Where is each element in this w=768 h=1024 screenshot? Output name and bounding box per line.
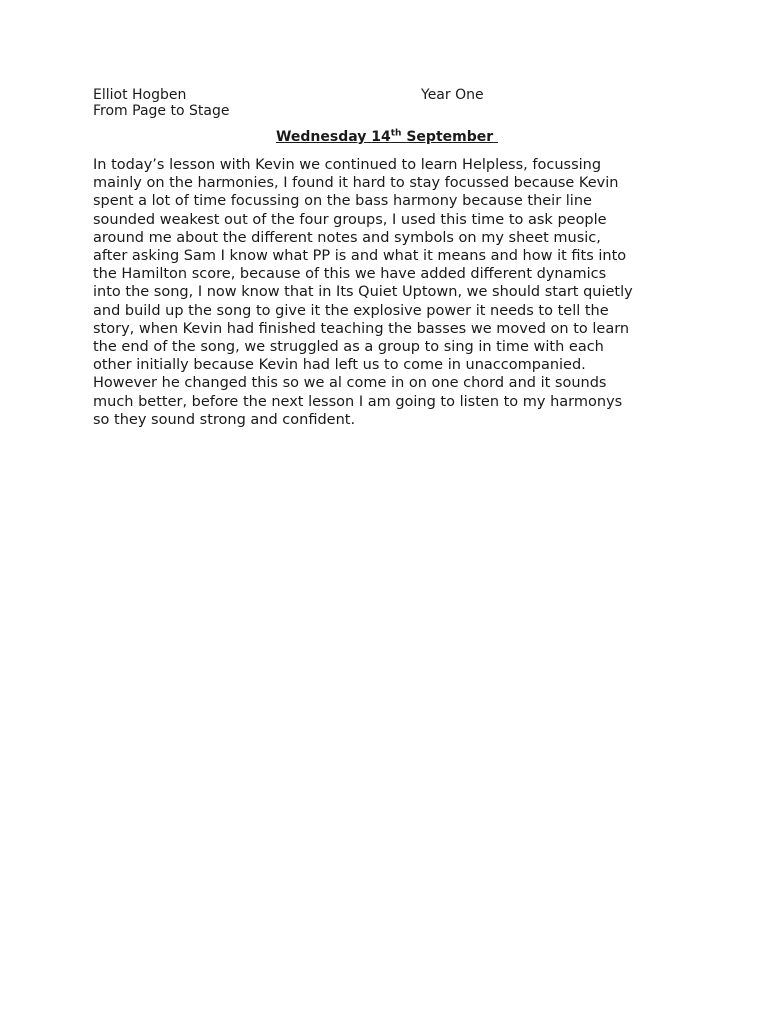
paragraph-line: after asking Sam I know what PP is and what it means and how it fits into [93, 248, 627, 265]
paragraph-line: sounded weakest out of the four groups, I used this time to ask people [93, 211, 607, 228]
date-day: 14th [371, 128, 402, 145]
date-heading-text [270, 129, 498, 146]
paragraph-line: the end of the song, we struggled as a group to sing in time with each [93, 339, 604, 356]
date-heading [0, 129, 768, 146]
year-label: Year One [421, 87, 484, 103]
paragraph-line: spent a lot of time focussing on the bass harmony because their line [93, 193, 592, 210]
paragraph-line: In today’s lesson with Kevin we continued to learn Helpless, focussing [93, 157, 602, 173]
paragraph-line: and build up the song to give it the explosive power it needs to tell the [93, 302, 609, 319]
date-weekday: Wednesday [275, 129, 367, 145]
paragraph-line: However he changed this so we al come in on one chord and it sounds [93, 375, 607, 392]
module-title: From Page to Stage [93, 103, 230, 119]
date-ordinal-suffix: th [390, 128, 402, 139]
paragraph-line: much better, before the next lesson I am going to listen to my harmonys [93, 393, 623, 410]
journal-paragraph [93, 156, 683, 429]
paragraph-line: so they sound strong and confident. [93, 411, 356, 428]
paragraph-line: the Hamilton score, because of this we have added different dynamics [93, 266, 607, 283]
paragraph-line: into the song, I now know that in Its Quiet Uptown, we should start quietly [93, 284, 633, 301]
date-month: September [406, 129, 494, 145]
paragraph-line: mainly on the harmonies, I found it hard to stay focussed because Kevin [93, 175, 619, 192]
paragraph-line: other initially because Kevin had left us to come in unaccompanied. [93, 357, 586, 374]
paragraph-line: around me about the different notes and symbols on my sheet music, [93, 229, 601, 246]
paragraph-line: story, when Kevin had finished teaching the basses we moved on to learn [93, 320, 630, 337]
author-name: Elliot Hogben [93, 87, 187, 103]
